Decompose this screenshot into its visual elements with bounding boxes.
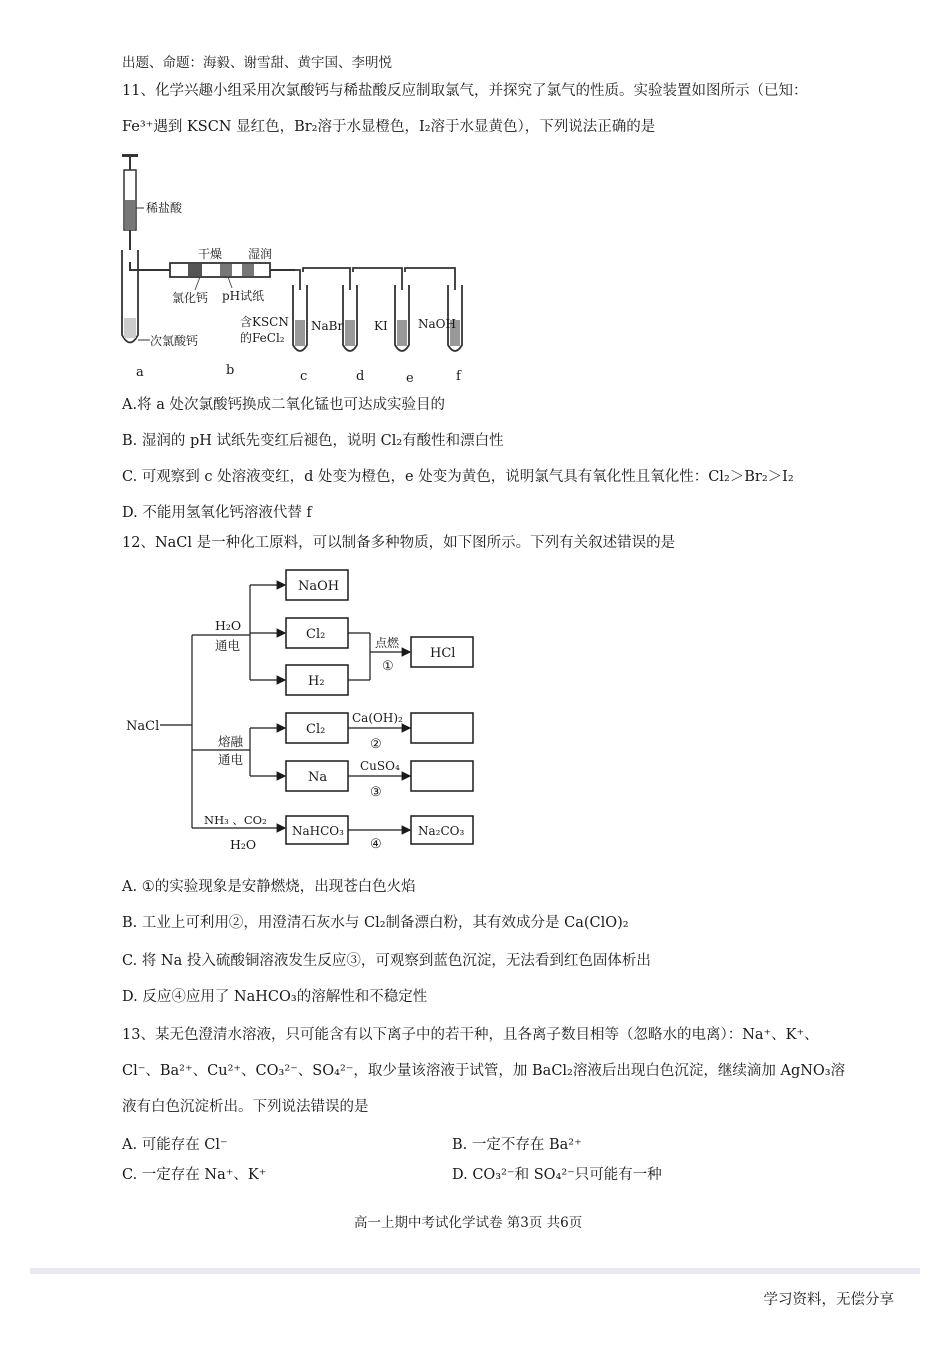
hcl-box-label: HCl [430, 646, 456, 661]
q12-stem: 12、NaCl 是一种化工原料，可以制备多种物质，如下图所示。下列有关叙述错误的是 [122, 535, 676, 551]
tube-e-liquid [397, 320, 407, 346]
q11-option-d: D. 不能用氢氧化钙溶液代替 f [122, 505, 312, 521]
q12-option-b: B. 工业上可利用②，用澄清石灰水与 Cl₂制备漂白粉，其有效成分是 Ca(ClO)₂ [122, 915, 629, 931]
cacl2-plug [188, 264, 202, 276]
na-box-label: Na [308, 770, 328, 785]
label-b: b [226, 363, 235, 378]
nabr-label: NaBr [311, 319, 344, 333]
step1-label: ① [382, 659, 394, 674]
label-c: c [300, 369, 308, 384]
naoh-box-label: NaOH [298, 579, 340, 594]
cuso4-label: CuSO₄ [360, 759, 400, 773]
nh3-co2-label: NH₃ 、CO₂ [204, 813, 267, 827]
q12-option-a: A. ①的实验现象是安静燃烧，出现苍白色火焰 [122, 879, 416, 895]
q13-option-d: D. CO₃²⁻和 SO₄²⁻只可能有一种 [452, 1167, 662, 1183]
h2o-label: H₂O [215, 618, 242, 633]
label-d: d [356, 369, 365, 384]
ca-hypochlorite-label: 次氯酸钙 [150, 334, 199, 348]
q13-option-a: A. 可能存在 Cl⁻ [122, 1137, 228, 1153]
cl2-box-label: Cl₂ [306, 627, 326, 642]
funnel-liquid [125, 200, 135, 230]
label-e: e [406, 371, 414, 386]
electrolysis2-label: 通电 [218, 752, 244, 767]
footer-note: 学习资料，无偿分享 [763, 1292, 894, 1308]
q11-stem-line1: 11、化学兴趣小组采用次氯酸钙与稀盐酸反应制取氯气，并探究了氯气的性质。实验装置如图所示（已知： [122, 83, 808, 99]
nahco3-box-label: NaHCO₃ [292, 824, 344, 838]
q12-flow-diagram [120, 560, 490, 860]
product3-box [411, 761, 473, 791]
q12-option-d: D. 反应④应用了 NaHCO₃的溶解性和不稳定性 [122, 989, 428, 1005]
label-a: a [136, 365, 144, 380]
q11-stem-line2: Fe³⁺遇到 KSCN 显红色，Br₂溶于水显橙色，I₂溶于水显黄色），下列说法正确的是 [122, 119, 656, 135]
caoh2-label: Ca(OH)₂ [352, 711, 403, 725]
nacl-label: NaCl [126, 719, 160, 734]
q11-option-b: B. 湿润的 pH 试纸先变红后褪色，说明 Cl₂有酸性和漂白性 [122, 433, 504, 449]
dry-label: 干燥 [198, 247, 223, 261]
electrolysis-label: 通电 [215, 638, 241, 653]
wet-ph-paper [242, 264, 254, 276]
q13-option-c: C. 一定存在 Na⁺、K⁺ [122, 1167, 267, 1183]
scan-edge-band [30, 1268, 920, 1274]
ignite-label: 点燃 [375, 636, 400, 650]
q12-option-c: C. 将 Na 投入硫酸铜溶液发生反应③，可观察到蓝色沉淀，无法看到红色固体析出 [122, 953, 651, 969]
dry-ph-paper [220, 264, 232, 276]
ki-label: KI [374, 319, 388, 333]
authors-line: 出题、命题：海毅、谢雪甜、黄宇国、李明悦 [122, 55, 392, 71]
q13-option-b: B. 一定不存在 Ba²⁺ [452, 1137, 582, 1153]
kscn-label-1: 含KSCN [240, 315, 289, 329]
step3-label: ③ [370, 785, 382, 800]
page-info: 高一上期中考试化学试卷 第3页 共6页 [354, 1215, 583, 1231]
q13-stem-line2: Cl⁻、Ba²⁺、Cu²⁺、CO₃²⁻、SO₄²⁻，取少量该溶液于试管，加 BaCl₂溶液后出现白色沉淀，继续滴加 AgNO₃溶 [122, 1063, 846, 1079]
q11-option-a: A.将 a 处次氯酸钙换成二氧化锰也可达成实验目的 [122, 397, 445, 413]
dilute-hcl-label: 稀盐酸 [146, 201, 183, 215]
cl2-box-2-label: Cl₂ [306, 722, 326, 737]
step4-label: ④ [370, 837, 382, 852]
label-f: f [456, 369, 461, 384]
h2o-2-label: H₂O [230, 837, 257, 852]
h2-box-label: H₂ [308, 674, 325, 689]
q13-stem-line3: 液有白色沉淀析出。下列说法错误的是 [122, 1099, 369, 1115]
naoh-label: NaOH [418, 317, 456, 331]
kscn-label-2: 的FeCl₂ [240, 331, 285, 345]
tube-a-solid [124, 318, 136, 338]
q13-stem-line1: 13、某无色澄清水溶液，只可能含有以下离子中的若干种，且各离子数目相等（忽略水的电离）：Na⁺、K⁺、 [122, 1027, 819, 1043]
ph-paper-label: pH试纸 [222, 289, 265, 303]
na2co3-box-label: Na₂CO₃ [418, 824, 465, 838]
tube-c-liquid [295, 320, 305, 346]
q11-apparatus-figure [110, 150, 490, 390]
funnel-cap [122, 154, 138, 157]
cacl2-label: 氯化钙 [172, 291, 209, 305]
molten-label: 熔融 [218, 734, 244, 749]
step2-label: ② [370, 737, 382, 752]
q11-option-c: C. 可观察到 c 处溶液变红，d 处变为橙色，e 处变为黄色，说明氯气具有氧化性且氧化性：Cl₂＞Br₂＞I₂ [122, 469, 794, 485]
wet-label: 湿润 [248, 247, 273, 261]
tube-d-liquid [345, 320, 355, 346]
product2-box [411, 713, 473, 743]
